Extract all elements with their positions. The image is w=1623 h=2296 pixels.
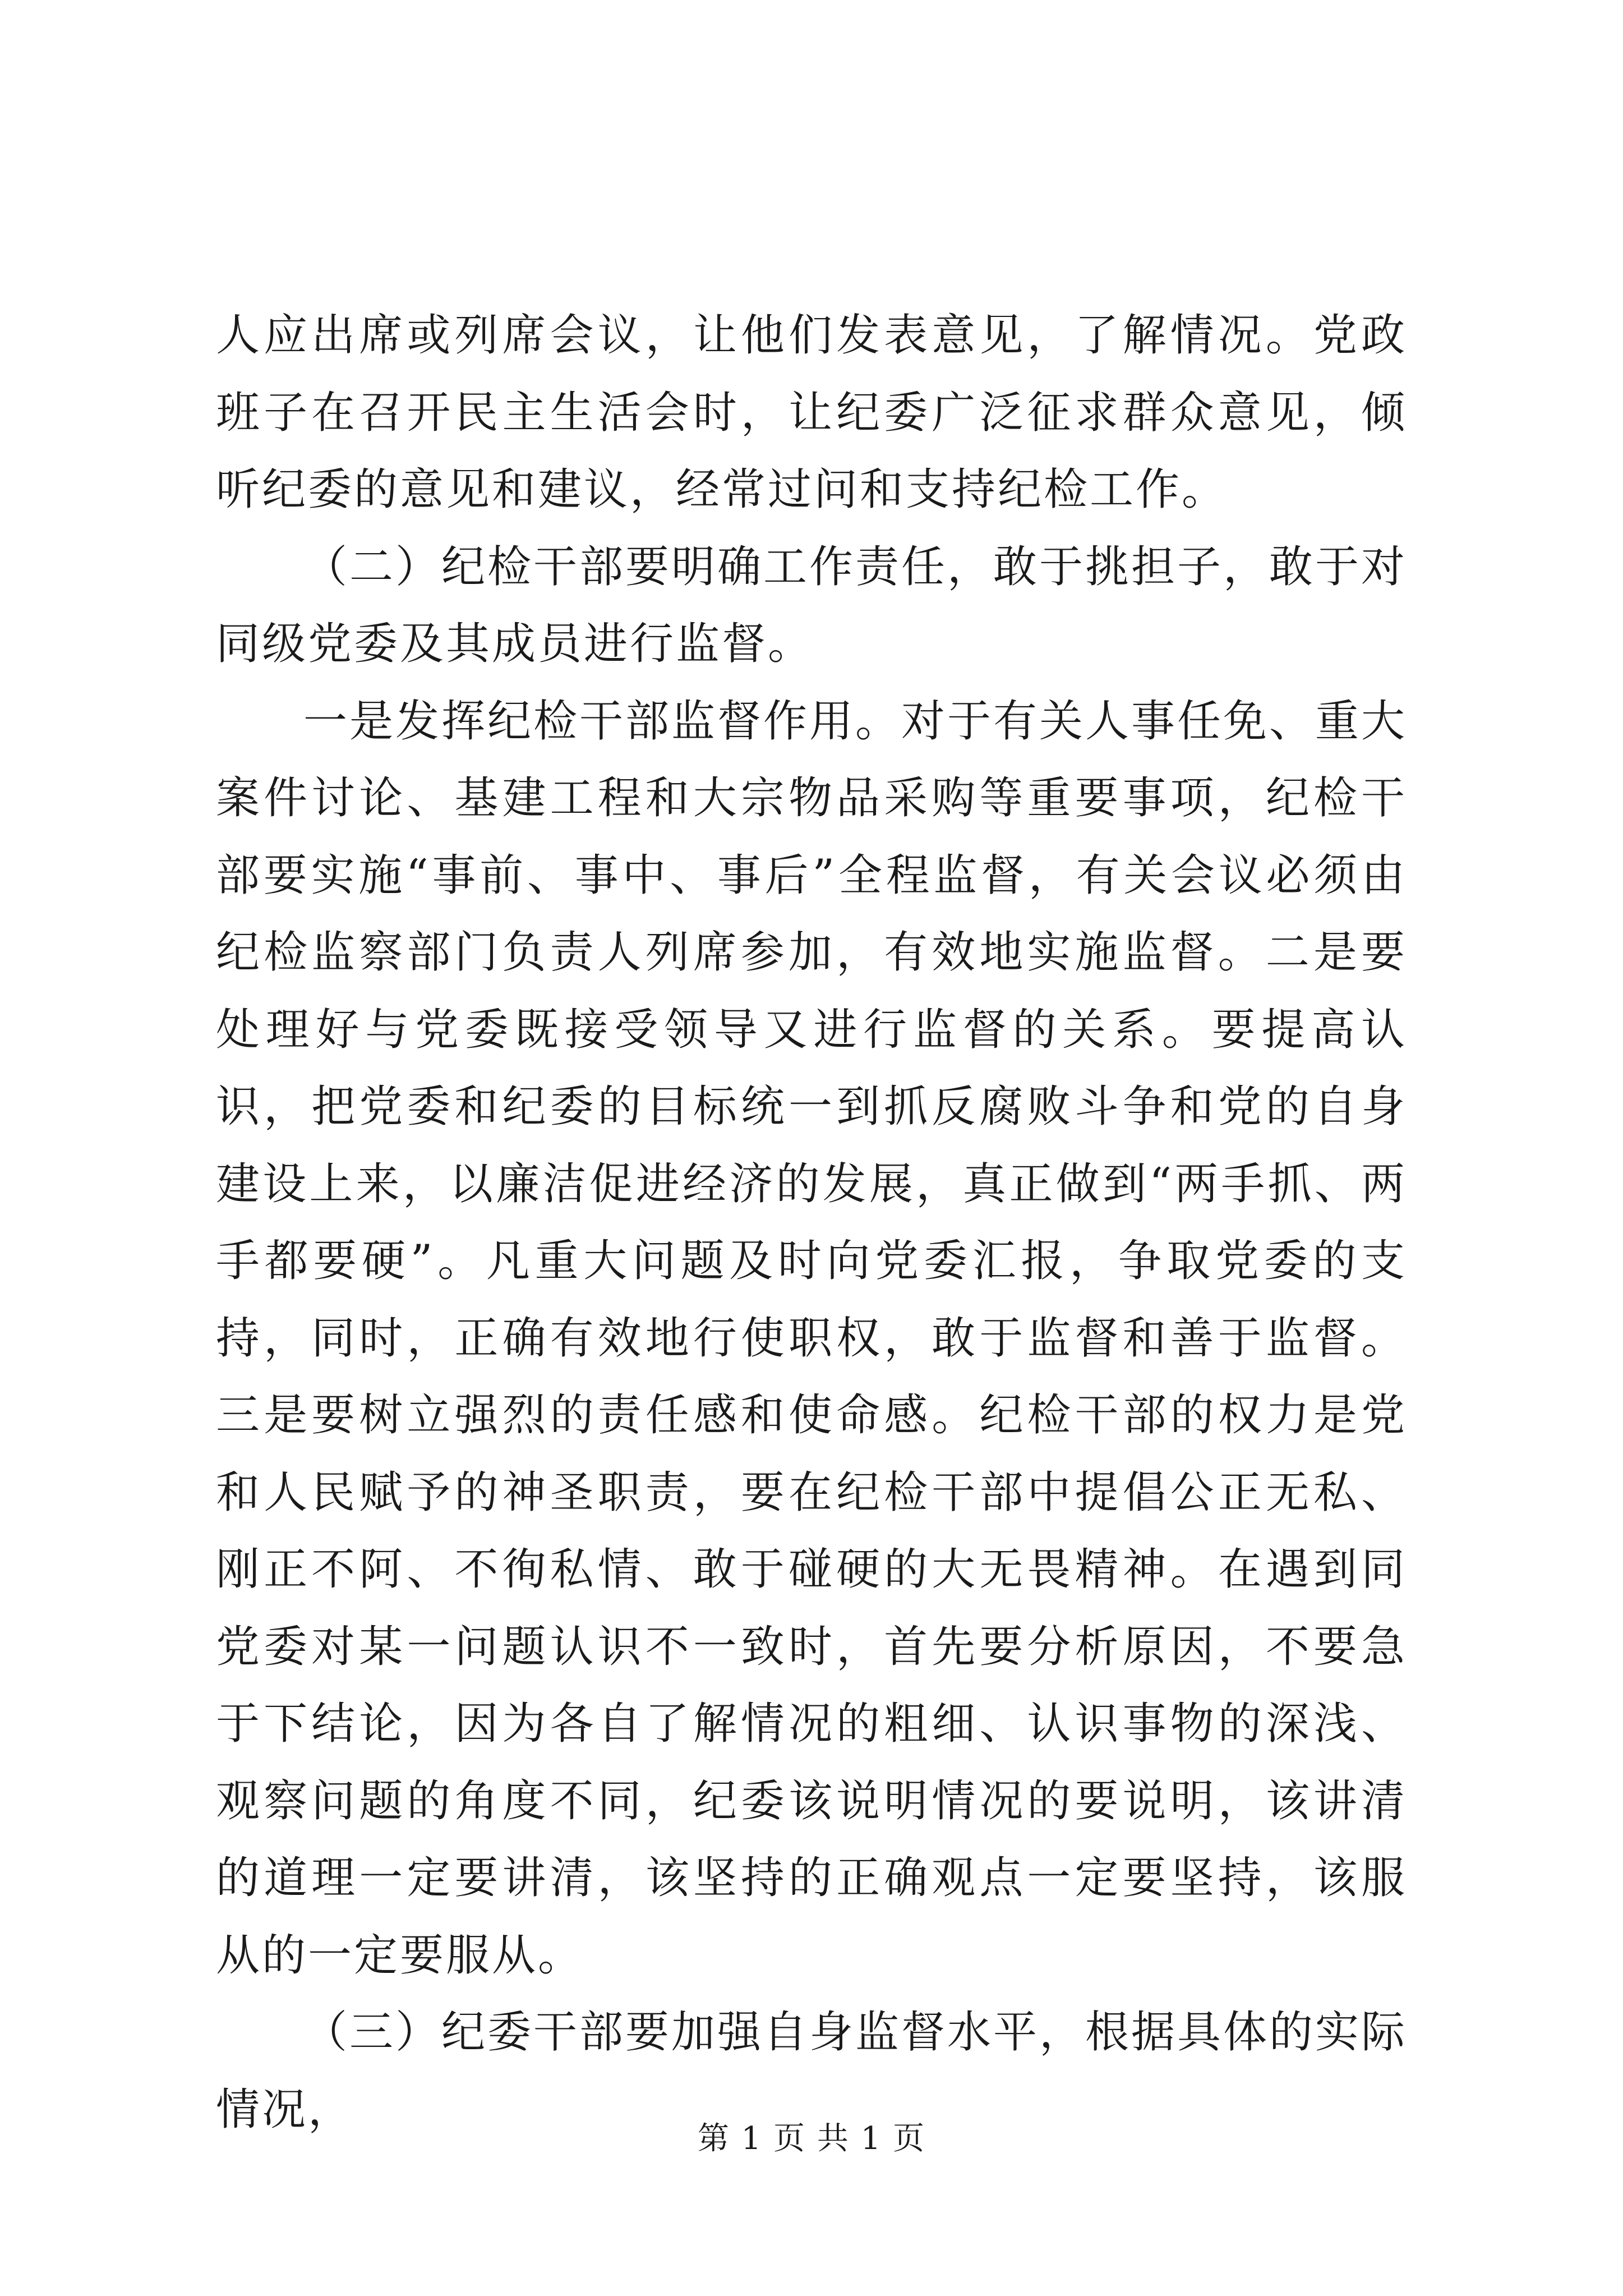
paragraph-section-three-heading: （三）纪委干部要加强自身监督水平，根据具体的实际情况， — [216, 2007, 1408, 2135]
paragraph-continuation: 人应出席或列席会议，让他们发表意见，了解情况。党政班子在召开民主生活会时，让纪委广泛征求群众意见，倾听纪委的意见和建议，经常过问和支持纪检工作。 — [216, 310, 1407, 515]
page-footer — [0, 2119, 1623, 2159]
document-body — [216, 297, 1407, 2148]
paragraph-section-two-body: 一是发挥纪检干部监督作用。对于有关人事任免、重大案件讨论、基建工程和大宗物品采购等重要事项，纪检干部要实施“事前、事中、事后”全程监督，有关会议必须由纪检监察部门负责人列席参加，有效地实施监督。二是要处理好与党委既接受领导又进行监督的关系。要提高认识，把党委和纪委的目标统一到抓反腐败斗争和党的自身建设上来，以廉洁促进经济的发展，真正做到“两手抓、两手都要硬”。凡重大问题及时向党委汇报，争取党委的支持，同时，正确有效地行使职权，敢于监督和善于监督。三是要树立强烈的责任感和使命感。纪检干部的权力是党和人民赋予的神圣职责，要在纪检干部中提倡公正无私、刚正不阿、不徇私情、敢于碰硬的大无畏精神。在遇到同党委对某一问题认识不一致时，首先要分析原因，不要急于下结论，因为各自了解情况的粗细、认识事物的深浅、观察问题的角度不同，纪委该说明情况的要说明，该讲清的道理一定要讲清，该坚持的正确观点一定要坚持，该服从的一定要服从。 — [216, 696, 1408, 1981]
page-number-label: 第 1 页 共 1 页 — [697, 2120, 926, 2157]
paragraph-section-two-heading: （二）纪检干部要明确工作责任，敢于挑担子，敢于对同级党委及其成员进行监督。 — [216, 541, 1408, 669]
